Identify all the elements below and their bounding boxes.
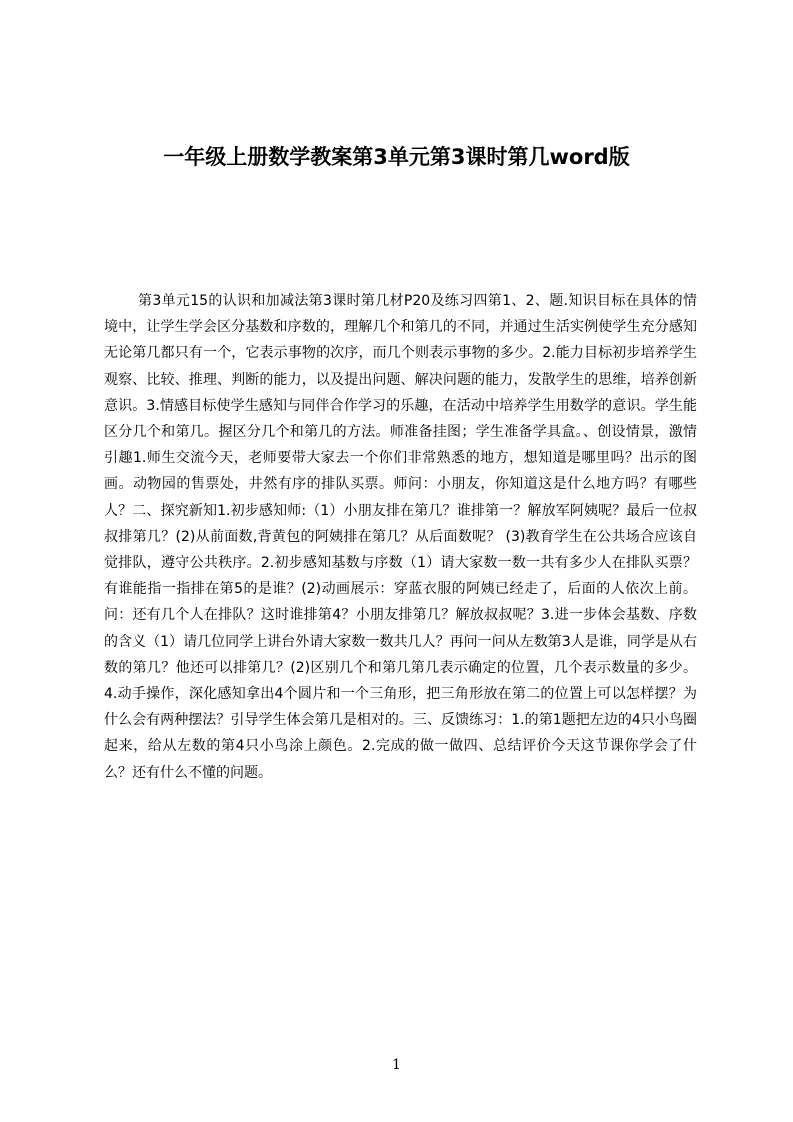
document-body-paragraph: 第3单元15的认识和加减法第3课时第几材P20及练习四第1、2、题.知识目标在具体的情境中，让学生学会区分基数和序数的，理解几个和第几的不同，并通过生活实例使学生充分感知无论第几都只有一个，它表示事物的次序，而几个则表示事物的多少。2.能力目标初步培养学生观察、比较、推理、判断的能力，以及提出问题、解决问题的能力，发散学生的思维，培养创新意识。3.情感目标使学生感知与同伴合作学习的乐趣，在活动中培养学生用数学的意识。学生能区分几个和第几。握区分几个和第几的方法。师准备挂图；学生准备学具盒。、创设情景，激情引趣1.师生交流今天，老师要带大家去一个你们非常熟悉的地方，想知道是哪里吗？出示的图画。动物园的售票处，井然有序的排队买票。师问：小朋友，你知道这是什么地方吗？有哪些人？二、探究新知1.初步感知师:（1）小朋友排在第几？谁排第一？解放军阿姨呢？最后一位叔叔排第几？(2)从前面数,背黄包的阿姨排在第几？从后面数呢？ (3)教育学生在公共场合应该自觉排队，遵守公共秩序。2.初步感知基数与序数（1）请大家数一数一共有多少人在排队买票？有谁能指一指排在第5的是谁？(2)动画展示：穿蓝衣服的阿姨已经走了，后面的人依次上前。问：还有几个人在排队？这时谁排第4？小朋友排第几？解放叔叔呢？3.进一步体会基数、序数的含义（1）请几位同学上讲台外请大家数一数共几人？再问一问从左数第3人是谁，同学是从右数的第几？他还可以排第几？(2)区别几个和第几第几表示确定的位置，几个表示数量的多少。4.动手操作，深化感知拿出4个圆片和一个三角形，把三角形放在第二的位置上可以怎样摆？为什么会有两种摆法？引导学生体会第几是相对的。三、反馈练习：1.的第1题把左边的4只小鸟圈起来，给从左数的第4只小鸟涂上颜色。2.完成的做一做四、总结评价今天这节课你学会了什么？还有什么不懂的问题。	[104, 293, 697, 781]
page-number: 1	[392, 1057, 401, 1073]
document-title: 一年级上册数学教案第3单元第3课时第几word版	[163, 145, 630, 169]
